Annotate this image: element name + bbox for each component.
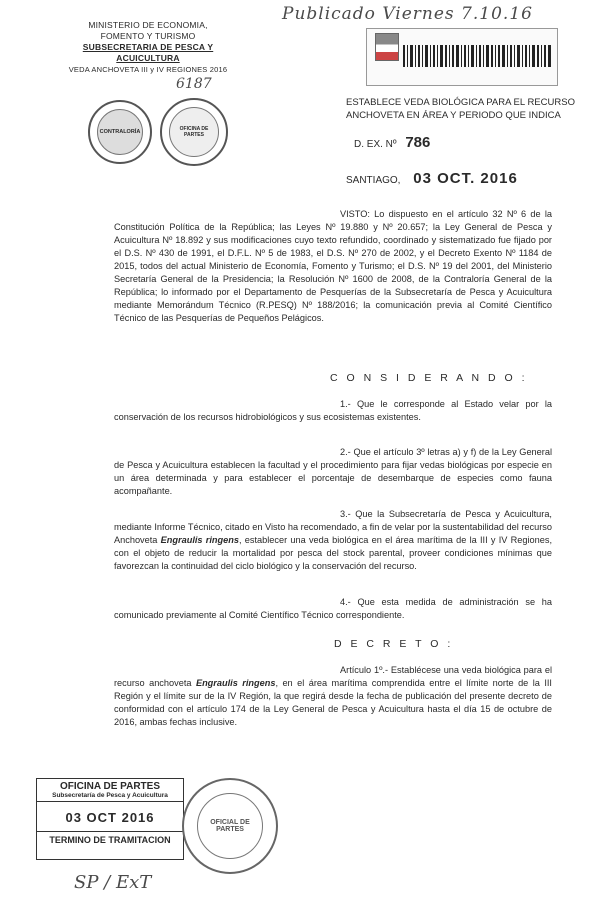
- visto-paragraph: VISTO: Lo dispuesto en el artículo 32 Nº 6 de la Constitución Política de la República; las Leyes Nº 19.880 y Nº 20.657; la Ley General de Pesca y Acuicultura Nº 18.892 y sus modificaciones cuyo texto refundido, coordinado y sistematizado fue fijado por el D.S. Nº 430 de 1991, el D.F.L. Nº 5 de 1983, el D.S. Nº 270 de 2002, y el Decreto Exento Nº 1184 de 2015, todos del actual Ministerio de Economía, Fomento y Turismo; el D.S. Nº 19 del 2001, del Ministerio Secretaría General de la Presidencia; la Resolución Nº 1600 de 2008, de la Contraloría General de la República; lo informado por el Departamento de Pesquerías de la Subsecretaría de Pesca y Acuicultura mediante Memorándum Técnico (R.PESQ) Nº 188/2016; la comunicación previa al Comité Científico Técnico de las Pesquerías de Pequeños Pelágicos.: [114, 209, 552, 323]
- title-line-1: ESTABLECE VEDA BIOLÓGICA PARA EL RECURSO: [346, 97, 575, 108]
- seal-text-2: OFICINA DE PARTES: [179, 126, 209, 138]
- oficina-partes-stamp: [36, 778, 184, 860]
- stamp-footer: TERMINO DE TRAMITACION: [49, 835, 171, 845]
- handwritten-annotation-top: Publicado Viernes 7.10.16: [282, 4, 533, 24]
- decree-title: [346, 96, 576, 122]
- considerando-3-text-a: Que la Subsecretaría de Pesca y Acuicultura, mediante Informe Técnico, citado en Visto ha recomendado, a fin de velar por la sustentabilidad del recurso Anchoveta: [114, 509, 552, 545]
- articulo-1: [114, 664, 552, 729]
- decree-number: 786: [405, 134, 431, 151]
- considerando-1-num: 1.-: [340, 399, 351, 409]
- barcode: [403, 45, 553, 67]
- articulo-1-label: Artículo 1º.-: [340, 665, 389, 675]
- considerando-3-text-b: , establecer una veda biológica en el área marítima de la III y IV Regiones, con el objeto de reducir la mortalidad por pesca del stock parental, proveer condiciones mínimas que favorezcan la continuidad del ciclo biológico y la conservación del recurso.: [114, 535, 552, 571]
- stamp-subtitle: Subsecretaría de Pesca y Acuicultura: [52, 792, 168, 799]
- handwritten-number: 6187: [176, 76, 212, 92]
- seal-bottom-text: OFICIAL DE PARTES: [210, 819, 250, 833]
- contraloria-seal: [88, 100, 152, 164]
- header-line-4: VEDA ANCHOVETA III y IV REGIONES 2016: [68, 65, 228, 74]
- handwritten-annotation-bottom: SP / ExT: [74, 872, 152, 893]
- considerando-4-num: 4.-: [340, 597, 351, 607]
- header-line-2: FOMENTO Y TURISMO: [100, 31, 196, 41]
- considerando-2-num: 2.-: [340, 447, 351, 457]
- considerando-heading: C O N S I D E R A N D O :: [330, 372, 528, 384]
- header-line-3: SUBSECRETARIA DE PESCA Y ACUICULTURA: [82, 42, 214, 63]
- considerando-4: [114, 596, 552, 622]
- decree-date-line: [346, 170, 518, 187]
- title-line-2: ANCHOVETA EN ÁREA Y PERIODO QUE INDICA: [346, 110, 561, 121]
- considerando-1: [114, 398, 552, 424]
- economia-seal: [182, 778, 278, 874]
- decree-label: D. EX. Nº: [354, 139, 397, 150]
- decreto-heading: D E C R E T O :: [334, 638, 454, 650]
- oficina-partes-seal: [160, 98, 228, 166]
- considerando-3: [114, 508, 552, 573]
- considerando-3-num: 3.-: [340, 509, 351, 519]
- considerando-2-text: Que el artículo 3º letras a) y f) de la Ley General de Pesca y Acuicultura establecen la facultad y el procedimiento para fijar vedas biológicas por especie en un área determinada y para establecer el porcentaje de desembarque de especies como fauna acompañante.: [114, 447, 552, 496]
- decree-place: SANTIAGO,: [346, 175, 401, 186]
- decree-date: 03 OCT. 2016: [413, 170, 518, 187]
- considerando-3-species: Engraulis ringens: [160, 535, 239, 545]
- considerando-1-text: Que le corresponde al Estado velar por la conservación de los recursos hidrobiológicos y sus ecosistemas existentes.: [114, 399, 552, 422]
- stamp-date: 03 OCT 2016: [37, 802, 183, 832]
- considerando-4-text: Que esta medida de administración se ha comunicado previamente al Comité Científico Técnico correspondiente.: [114, 597, 552, 620]
- decree-number-line: [354, 134, 430, 151]
- stamp-title: OFICINA DE PARTES: [59, 781, 160, 792]
- articulo-1-text-a: Establécese una veda biológica para el recurso anchoveta: [114, 665, 552, 688]
- header-line-1: MINISTERIO DE ECONOMIA,: [88, 20, 208, 30]
- articulo-1-text-b: , en el área marítima comprendida entre el límite norte de la III Región y el límite sur de la IV Región, la que regirá desde la fecha de publicación del presente decreto de conformidad con el artículo 174 de la Ley General de Pesca y Acuicultura hasta el día 15 de octubre de 2016, ambas fechas inclusive.: [114, 678, 552, 727]
- ministry-header: [58, 20, 238, 75]
- articulo-1-species: Engraulis ringens: [195, 678, 276, 688]
- seal-text-1: CONTRALORÍA: [99, 129, 141, 135]
- government-logo: [375, 33, 399, 61]
- registry-label: [366, 28, 558, 86]
- considerando-2: [114, 446, 552, 498]
